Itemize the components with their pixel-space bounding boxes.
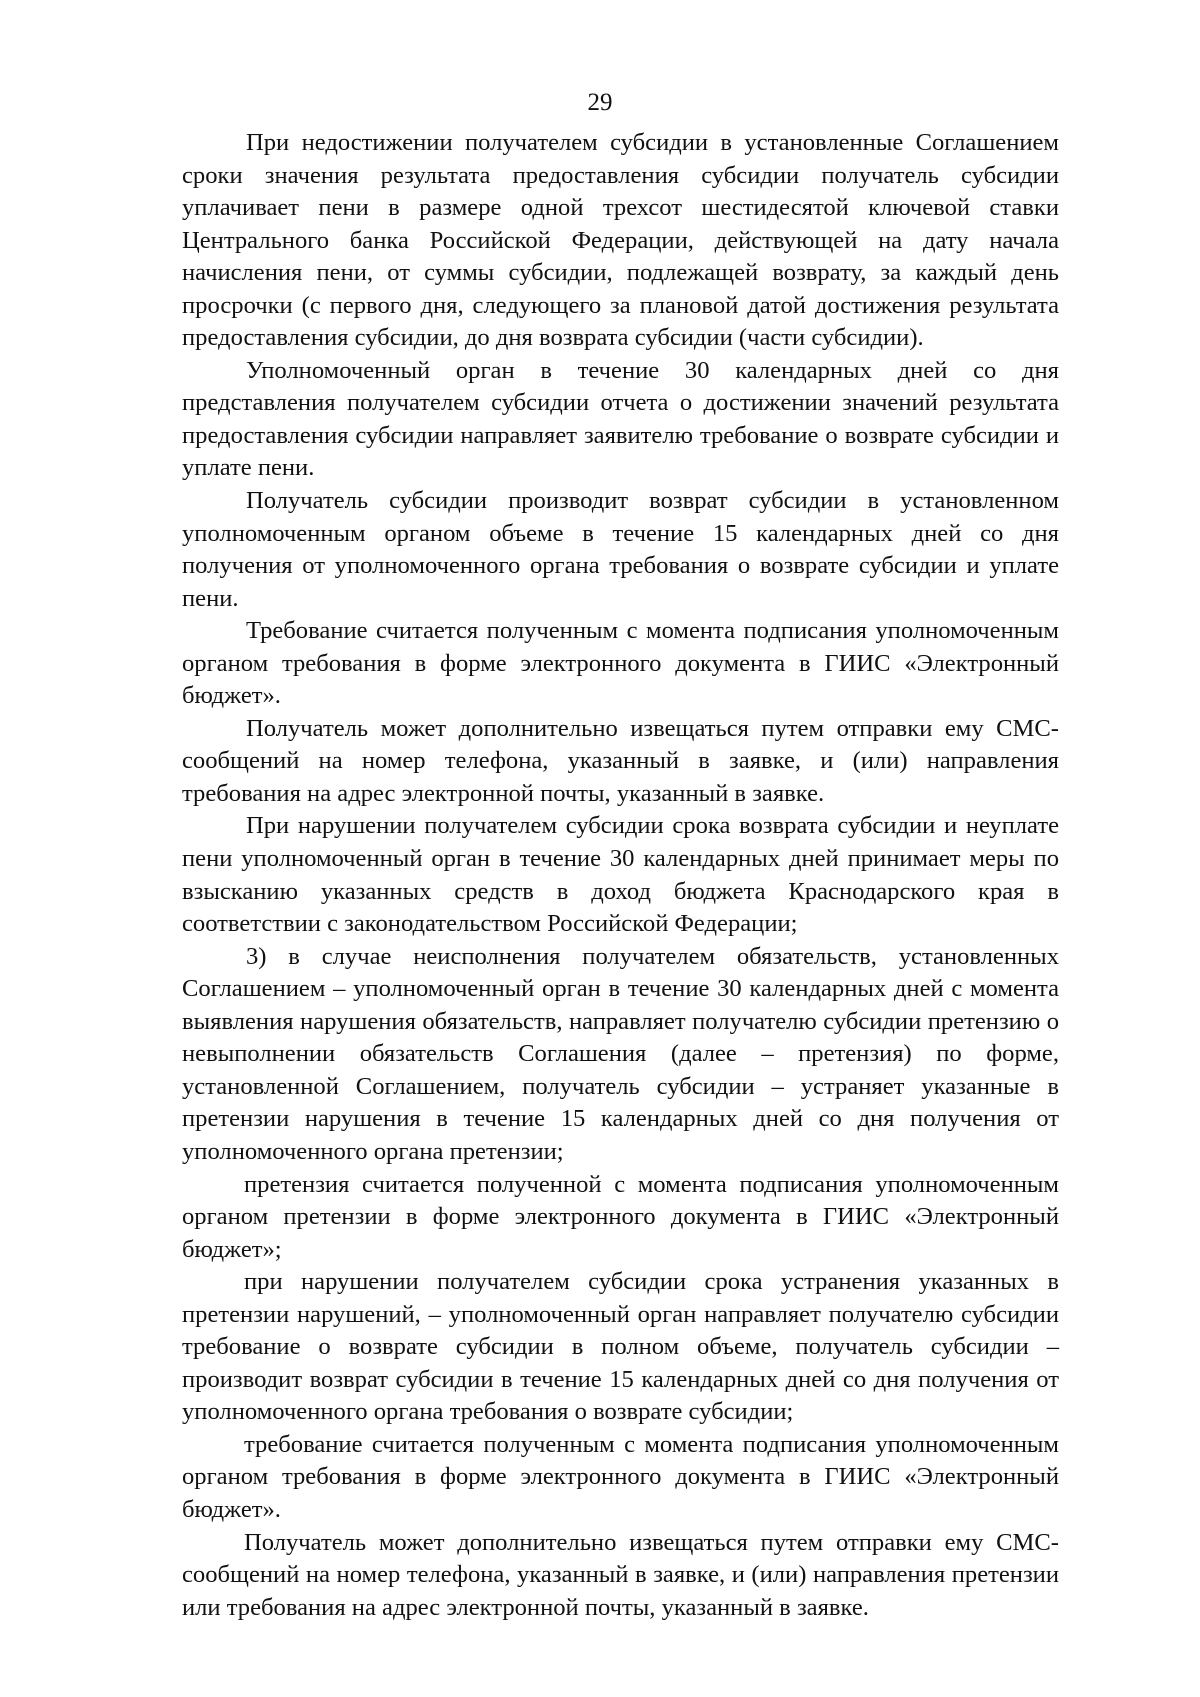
paragraph-sms-notification-2: Получатель может дополнительно извещаться путем отправки ему СМС-сообщений на номер телефона, указанный в заявке, и (или) направления претензии или требования на адрес электронной почты, указанный в заявке. xyxy=(182,1528,1059,1621)
paragraph-demand-received-2: требование считается полученным с момента подписания уполномоченным органом требования в форме электронного документа в ГИИС «Электронный бюджет». xyxy=(182,1430,1059,1523)
paragraph-claim-received: претензия считается полученной с момента подписания уполномоченным органом претензии в форме электронного документа в ГИИС «Электронный бюджет»; xyxy=(182,1170,1059,1263)
paragraph-recipient-refund: Получатель субсидии производит возврат субсидии в установленном уполномоченным органом объеме в течение 15 календарных дней со дня получения от уполномоченного органа требования о возврате субсидии и уплате пени. xyxy=(182,487,1059,612)
page-number: 29 xyxy=(587,89,613,116)
paragraph-item-3-claim: 3) в случае неисполнения получателем обязательств, установленных Соглашением – уполномоченный орган в течение 30 календарных дней с момента выявления нарушения обязательств, направляет получателю субсидии претензию о невыполнении обязательств Соглашения (далее – претензия) по форме, установленной Соглашением, получатель субсидии – устраняет указанные в претензии нарушения в течение 15 календарных дней со дня получения от уполномоченного органа претензии; xyxy=(182,942,1059,1165)
paragraph-claim-violation: при нарушении получателем субсидии срока устранения указанных в претензии нарушений, – уполномоченный орган направляет получателю субсидии требование о возврате субсидии в полном объеме, получатель субсидии – производит возврат субсидии в течение 15 календарных дней со дня получения от уполномоченного органа требования о возврате субсидии; xyxy=(182,1268,1059,1426)
paragraph-penalty-for-non-achievement: При недостижении получателем субсидии в установленные Соглашением сроки значения результата предоставления субсидии получатель субсидии уплачивает пени в размере одной трехсот шестидесятой ключевой ставки Центрального банка Российской Федерации, действующей на дату начала начисления пени, от суммы субсидии, подлежащей возврату, за каждый день просрочки (с первого дня, следующего за плановой датой достижения результата предоставления субсидии, до дня возврата субсидии (части субсидии). xyxy=(182,129,1059,352)
paragraph-recovery-measures: При нарушении получателем субсидии срока возврата субсидии и неуплате пени уполномоченный орган в течение 30 календарных дней принимает меры по взысканию указанных средств в доход бюджета Краснодарского края в соответствии с законодательством Российской Федерации; xyxy=(182,812,1059,938)
paragraph-authority-refund-demand: Уполномоченный орган в течение 30 календарных дней со дня представления получателем субсидии отчета о достижении значений результата предоставления субсидии направляет заявителю требование о возврате субсидии и уплате пени. xyxy=(182,356,1059,482)
paragraph-demand-received: Требование считается полученным с момента подписания уполномоченным органом требования в форме электронного документа в ГИИС «Электронный бюджет». xyxy=(182,617,1059,710)
paragraph-sms-notification: Получатель может дополнительно извещаться путем отправки ему СМС-сообщений на номер телефона, указанный в заявке, и (или) направления требования на адрес электронной почты, указанный в заявке. xyxy=(182,714,1059,807)
body-text xyxy=(182,127,1059,1624)
